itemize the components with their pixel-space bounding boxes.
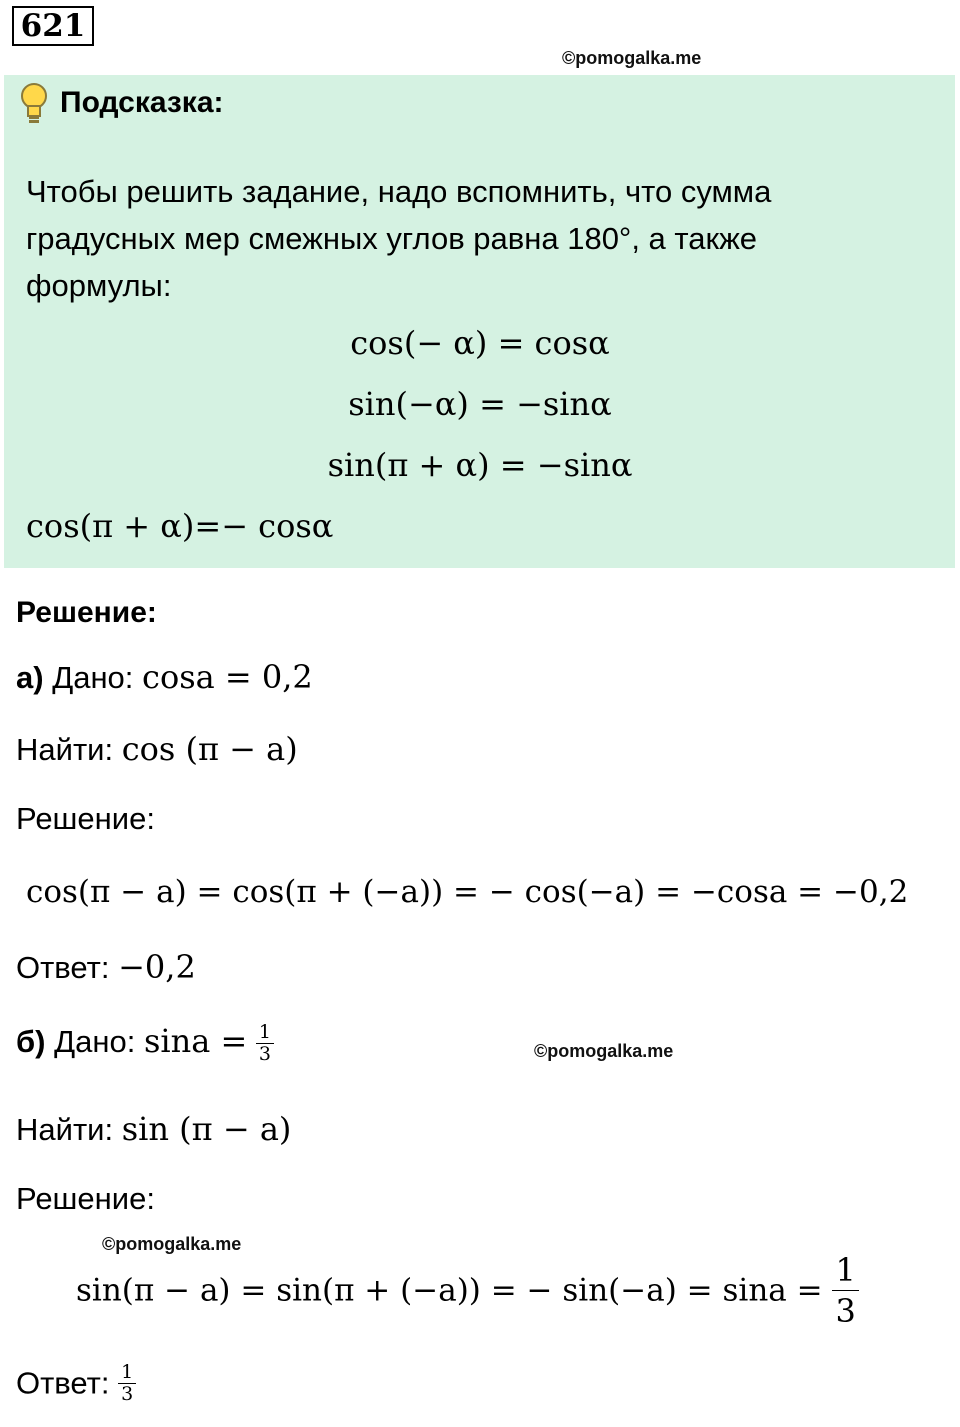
hint-formula: cos(− α) = cosα [350, 324, 610, 362]
part-a-label: а) [16, 660, 44, 695]
hint-title: Подсказка: [60, 86, 224, 119]
fraction: $\frac{1}{3}$ [118, 1362, 136, 1405]
hint-text: Чтобы решить задание, надо вспомнить, что сумма градусных мер смежных углов равна 180°, а также формулы: [26, 174, 772, 303]
fraction: $\frac{1}{3}$ [256, 1022, 274, 1065]
part-b-find: Найти: sin (π − a) [16, 1110, 292, 1148]
hint-formula: sin(−α) = −sinα [348, 385, 612, 423]
part-a-answer: Ответ: −0,2 [16, 948, 196, 986]
part-b-solution-label: Решение: [16, 1181, 155, 1216]
hint-formula-last: cos(π + α)=− cosα [26, 507, 334, 545]
part-b-answer: Ответ: $\frac{1}{3}$ [16, 1362, 136, 1405]
part-a-given: а) Дано: cosa = 0,2 [16, 658, 313, 696]
part-b-given: б) Дано: sina = $\frac{1}{3}$ [16, 1022, 274, 1065]
part-b-formula: sin(π − a) = sin(π + (−a)) = − sin(−a) = sina = $\frac{1}{3}$ [76, 1250, 859, 1331]
watermark: ©pomogalka.me [534, 1041, 674, 1061]
fraction: $\frac{1}{3}$ [832, 1250, 858, 1331]
lightbulb-icon [18, 82, 50, 126]
part-b-label: б) [16, 1024, 46, 1059]
part-a-find: Найти: cos (π − a) [16, 730, 298, 768]
part-a-solution-label: Решение: [16, 801, 155, 836]
hint-formula: sin(π + α) = −sinα [327, 446, 633, 484]
hint-box [4, 75, 955, 568]
solution-heading: Решение: [16, 596, 157, 629]
task-number: 621 [12, 6, 94, 46]
part-a-formula: cos(π − a) = cos(π + (−a)) = − cos(−a) = −cosa = −0,2 [26, 874, 909, 910]
watermark: ©pomogalka.me [562, 48, 702, 68]
watermark: ©pomogalka.me [102, 1234, 242, 1254]
